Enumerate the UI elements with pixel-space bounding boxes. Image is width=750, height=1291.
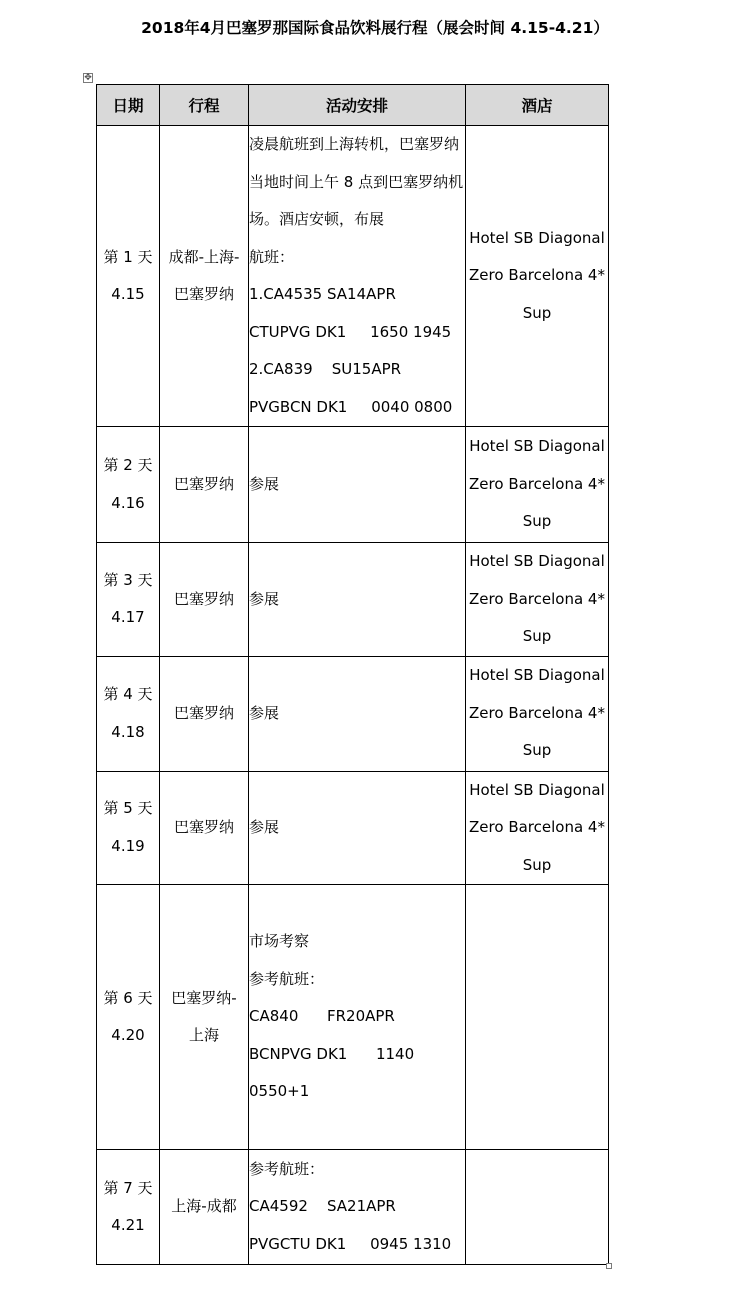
activity-line: 参展 (249, 589, 280, 608)
activity-line: 当地时间上午 8 点到巴塞罗纳机 (249, 172, 464, 191)
hotel-cell (466, 427, 609, 543)
hotel-line: Hotel SB Diagonal (469, 552, 605, 570)
table-row (97, 126, 609, 427)
table-resize-handle-icon[interactable] (606, 1263, 612, 1269)
activity-line: 参考航班： (249, 969, 325, 988)
hotel-line: Sup (522, 627, 552, 645)
header-hotel: 酒店 (466, 85, 609, 126)
header-activity: 活动安排 (249, 85, 466, 126)
activity-cell (249, 543, 466, 657)
day-cell (97, 885, 160, 1150)
activity-line: 0550+1 (249, 1082, 310, 1101)
route-cell (160, 1150, 249, 1265)
hotel-cell (466, 543, 609, 657)
activity-line: 参展 (249, 818, 280, 836)
activity-line: 1.CA4535 SA14APR (249, 285, 396, 303)
hotel-line: Zero Barcelona 4* (469, 474, 605, 493)
date-label: 4.15 (111, 285, 145, 303)
day-cell (97, 771, 160, 885)
activity-line: 参展 (249, 474, 280, 493)
activity-cell (249, 1150, 466, 1265)
activity-line: 参展 (249, 703, 280, 722)
hotel-line: Sup (522, 855, 552, 874)
route-cell (160, 656, 249, 771)
route-line: 巴塞罗纳 (173, 474, 234, 493)
table-row (97, 1150, 609, 1265)
day-label: 第 1 天 (103, 247, 153, 266)
activity-cell (249, 427, 466, 543)
hotel-line: Sup (522, 512, 552, 531)
hotel-cell (466, 885, 609, 1150)
hotel-cell (466, 1150, 609, 1265)
activity-line: 凌晨航班到上海转机，巴塞罗纳 (249, 135, 460, 153)
hotel-cell (466, 771, 609, 885)
route-cell (160, 543, 249, 657)
route-cell (160, 126, 249, 427)
header-route: 行程 (160, 85, 249, 126)
document-title: 2018年4月巴塞罗那国际食品饮料展行程（展会时间 4.15-4.21） (141, 19, 609, 37)
date-label: 4.16 (111, 493, 145, 512)
route-cell (160, 427, 249, 543)
hotel-line: Hotel SB Diagonal (469, 666, 605, 685)
day-label: 第 5 天 (103, 799, 153, 818)
day-cell (97, 656, 160, 771)
day-label: 第 6 天 (103, 988, 153, 1007)
day-label: 第 2 天 (103, 456, 153, 474)
route-line: 上海 (188, 1026, 219, 1044)
header-date: 日期 (97, 85, 160, 126)
hotel-line: Sup (522, 303, 552, 322)
hotel-line: Zero Barcelona 4* (469, 266, 605, 285)
hotel-cell (466, 126, 609, 427)
route-line: 巴塞罗纳 (173, 703, 234, 722)
day-label: 第 4 天 (103, 685, 153, 703)
activity-line: 航班： (249, 247, 295, 266)
hotel-cell (466, 656, 609, 771)
route-cell (160, 885, 249, 1150)
day-cell (97, 543, 160, 657)
day-label: 第 3 天 (103, 570, 153, 589)
date-label: 4.18 (111, 722, 145, 741)
table-row (97, 427, 609, 543)
route-line: 上海-成都 (171, 1197, 237, 1216)
activity-cell (249, 656, 466, 771)
day-label: 第 7 天 (103, 1178, 153, 1197)
route-line: 巴塞罗纳 (173, 285, 234, 303)
hotel-line: Zero Barcelona 4* (469, 589, 605, 608)
hotel-line: Hotel SB Diagonal (469, 780, 605, 799)
route-cell (160, 771, 249, 885)
activity-line: 参考航班： (249, 1159, 325, 1178)
day-cell (97, 1150, 160, 1265)
hotel-line: Sup (522, 741, 552, 760)
day-cell (97, 427, 160, 543)
date-label: 4.17 (111, 608, 145, 627)
table-row (97, 656, 609, 771)
activity-cell (249, 126, 466, 427)
activity-line: CA4592 SA21APR (249, 1197, 396, 1216)
date-label: 4.21 (111, 1216, 145, 1234)
activity-line: 2.CA839 SU15APR (249, 360, 402, 378)
hotel-line: Zero Barcelona 4* (469, 703, 605, 722)
route-line: 巴塞罗纳- (171, 988, 237, 1007)
activity-line: 市场考察 (249, 932, 310, 951)
hotel-line: Zero Barcelona 4* (469, 818, 605, 836)
activity-line: CA840 FR20APR (249, 1007, 395, 1026)
route-line: 巴塞罗纳 (173, 589, 234, 608)
activity-cell (249, 885, 466, 1150)
date-label: 4.19 (111, 836, 145, 855)
table-row (97, 771, 609, 885)
activity-cell (249, 771, 466, 885)
activity-line: PVGCTU DK1 0945 1310 (249, 1234, 452, 1253)
activity-line: CTUPVG DK1 1650 1945 (249, 322, 452, 341)
itinerary-table (96, 84, 609, 1265)
activity-line: BCNPVG DK1 1140 (249, 1044, 415, 1063)
route-line: 巴塞罗纳 (173, 818, 234, 836)
hotel-line: Hotel SB Diagonal (469, 228, 605, 247)
table-row (97, 885, 609, 1150)
activity-line: 场。酒店安顿，布展 (249, 210, 385, 228)
route-line: 成都-上海- (168, 247, 240, 266)
table-row (97, 543, 609, 657)
date-label: 4.20 (111, 1026, 145, 1044)
activity-line: PVGBCN DK1 0040 0800 (249, 397, 453, 416)
table-move-handle-icon[interactable]: ✥ (84, 73, 92, 83)
day-cell (97, 126, 160, 427)
hotel-line: Hotel SB Diagonal (469, 437, 605, 456)
table-header-row (97, 85, 609, 126)
